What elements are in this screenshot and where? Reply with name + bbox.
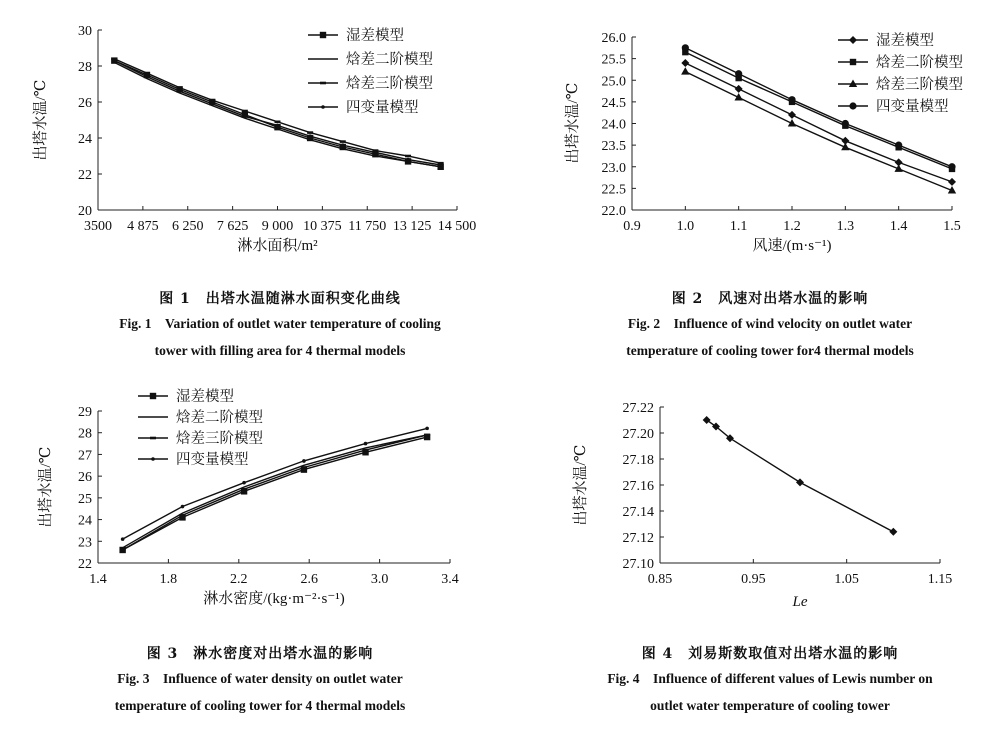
chart-1-ytick-label: 30 [78, 24, 92, 39]
chart-3-xtick-label: 3.4 [441, 572, 459, 587]
chart-2-y-axis-label: 出塔水温/℃ [565, 82, 581, 164]
chart-1-x-axis-label: 淋水面积/m² [237, 238, 318, 254]
chart-1-xtick-label: 3500 [84, 219, 112, 234]
chart-1-series-4-point [439, 163, 443, 167]
chart-1-series-3-point [209, 99, 215, 102]
chart-3-series-3-point [363, 449, 369, 452]
chart-2-xtick-label: 1.1 [729, 219, 748, 234]
chart-2-ytick-label: 25.5 [601, 52, 626, 68]
chart-1-series-3-point [177, 86, 183, 89]
chart-3-legend-label: 焓差二阶模型 [176, 410, 263, 426]
chart-3-series-1 [119, 434, 430, 553]
chart-3-x-axis-label: 淋水密度/(kg·m⁻²·s⁻¹) [203, 591, 345, 607]
caption-fig2-en-line1: Fig. 2 Influence of wind velocity on outlet water [627, 316, 913, 331]
chart-4-series-1-line [707, 420, 894, 532]
caption-fig1 [60, 288, 500, 366]
chart-1-legend-marker [320, 82, 326, 85]
chart-3-xtick-label: 3.0 [370, 572, 389, 587]
chart-2-xtick-label: 1.3 [836, 219, 855, 234]
chart-2-series-4-point [735, 70, 742, 77]
chart-2-x-axis-label: 风速/(m·s⁻¹) [752, 238, 832, 254]
caption-fig4-en-line2: outlet water temperature of cooling tower [650, 698, 890, 713]
chart-3-xtick-label: 2.2 [230, 572, 248, 587]
chart-3-ytick-label: 25 [78, 491, 92, 507]
caption-fig1-en-line2: tower with filling area for 4 thermal models [154, 343, 406, 358]
chart-2-series-4-point [682, 44, 689, 51]
chart-4-y-axis-label: 出塔水温/℃ [573, 444, 589, 526]
chart-2-legend-marker [850, 59, 856, 65]
chart-1-legend-marker [320, 32, 326, 38]
chart-2-series-4-point [842, 120, 849, 127]
chart-3-series-3-point [301, 466, 307, 469]
chart-2-ytick-label: 25.0 [601, 74, 626, 90]
chart-4-ytick-label: 27.10 [622, 557, 654, 572]
chart-2-legend-label: 焓差三阶模型 [876, 77, 963, 93]
chart-3-ytick-label: 27 [78, 448, 92, 464]
chart-1-series-4-point [341, 143, 345, 147]
chart-3-legend-marker [150, 437, 156, 440]
chart-3-series-3-point [424, 434, 430, 437]
chart-3-series-4-point [364, 442, 368, 446]
chart-3-legend-label: 四变量模型 [176, 452, 249, 468]
caption-fig3-en-line1: Fig. 3 Influence of water density on outlet water [117, 671, 403, 686]
chart-1-ytick-label: 28 [78, 60, 92, 75]
chart-2-ytick-label: 23.0 [601, 160, 626, 176]
chart-3-ytick-label: 28 [78, 426, 92, 442]
chart-3-series-1-line [123, 437, 428, 550]
chart-4-ytick-label: 27.12 [622, 531, 654, 546]
caption-fig1-en-line1: Fig. 1 Variation of outlet water temperature of cooling [119, 316, 441, 331]
chart-2-legend-marker [849, 102, 856, 109]
chart-1-series-3-point [307, 131, 313, 134]
chart-1-ytick-label: 24 [78, 132, 92, 147]
chart-4-x-axis-label: Le [792, 594, 808, 610]
chart-1 [31, 24, 476, 254]
chart-2-series-3-point [681, 67, 689, 75]
chart-2-xtick-label: 1.5 [943, 219, 961, 234]
chart-3-legend-label: 湿差模型 [176, 389, 234, 405]
chart-1-ytick-label: 26 [78, 96, 92, 111]
chart-2-series-4-point [948, 163, 955, 170]
chart-4-xtick-label: 1.05 [834, 572, 859, 587]
chart-2-ytick-label: 23.5 [601, 139, 626, 155]
chart-3-ytick-label: 22 [78, 557, 92, 572]
chart-1-series-3-point [242, 110, 248, 113]
chart-2-series-1-point [735, 85, 743, 93]
caption-fig3-cn: 图 3 淋水密度对出塔水温的影响 [146, 646, 374, 662]
chart-4 [571, 401, 952, 610]
chart-1-legend-label: 焓差三阶模型 [346, 76, 433, 92]
chart-1-xtick-label: 4 875 [127, 219, 159, 234]
chart-3-ytick-label: 23 [78, 535, 92, 551]
chart-2-xtick-label: 1.0 [676, 219, 695, 234]
chart-3-series-4-point [242, 481, 246, 485]
chart-1-ytick-label: 22 [78, 168, 92, 183]
chart-4-ytick-label: 27.22 [622, 401, 654, 416]
chart-1-xtick-label: 14 500 [437, 219, 477, 234]
chart-1-legend-label: 湿差模型 [346, 28, 404, 44]
chart-2-legend-label: 湿差模型 [876, 33, 934, 49]
chart-1-series-3-point [340, 140, 346, 143]
chart-4-ytick-label: 27.16 [622, 479, 654, 494]
chart-4-xtick-label: 0.85 [647, 572, 673, 587]
chart-3-series-3 [120, 434, 430, 552]
chart-1-xtick-label: 13 125 [392, 219, 432, 234]
chart-3-series-4-point [181, 505, 185, 509]
chart-2-xtick-label: 1.4 [889, 219, 908, 234]
chart-2-ytick-label: 22.5 [601, 182, 626, 198]
caption-fig4-cn: 图 4 刘易斯数取值对出塔水温的影响 [641, 646, 899, 662]
chart-1-series-3-point [144, 72, 150, 75]
caption-fig3-en-line2: temperature of cooling tower for 4 thermal models [114, 698, 406, 713]
chart-3 [36, 387, 459, 607]
chart-1-y-axis-label: 出塔水温/℃ [33, 79, 49, 161]
chart-1-legend-label: 焓差二阶模型 [346, 52, 433, 68]
chart-1-series-4-point [243, 115, 247, 119]
chart-2-series-4-point [895, 142, 902, 149]
chart-2-ytick-label: 26.0 [601, 31, 626, 46]
chart-3-ytick-label: 26 [78, 470, 92, 486]
caption-fig4-en-line1: Fig. 4 Influence of different values of Lewis number on [607, 671, 933, 686]
chart-3-ytick-label: 29 [78, 405, 92, 420]
chart-2-ytick-label: 22.0 [601, 204, 626, 219]
chart-3-xtick-label: 2.6 [300, 572, 318, 587]
chart-1-legend-marker [321, 105, 325, 109]
chart-4-ytick-label: 27.20 [622, 427, 654, 442]
caption-fig4 [535, 643, 1005, 721]
chart-3-xtick-label: 1.4 [89, 572, 107, 587]
chart-1-series-4-point [406, 158, 410, 162]
chart-2-legend-marker [849, 36, 857, 44]
chart-2-xtick-label: 0.9 [623, 219, 641, 234]
chart-3-legend-label: 焓差三阶模型 [176, 431, 263, 447]
chart-2-ytick-label: 24.0 [601, 117, 626, 133]
chart-4-series-1 [703, 416, 898, 536]
chart-1-series-3-point [405, 155, 411, 158]
chart-3-series-3-point [179, 514, 185, 517]
chart-2-series-1-point [681, 59, 689, 67]
chart-4-ytick-label: 27.14 [622, 505, 654, 520]
chart-1-xtick-label: 9 000 [261, 219, 294, 234]
chart-3-y-axis-label: 出塔水温/℃ [38, 446, 54, 528]
chart-1-legend-label: 四变量模型 [346, 100, 419, 116]
caption-fig3 [40, 643, 480, 721]
chart-3-series-2 [123, 435, 428, 548]
chart-3-legend-marker [150, 393, 156, 399]
chart-3-series-4-point [425, 427, 429, 431]
chart-4-series-1-point [796, 478, 804, 486]
chart-3-series-4-point [121, 537, 125, 541]
chart-2-series-4-point [788, 96, 795, 103]
chart-3-legend-marker [151, 457, 155, 461]
chart-2-legend-label: 焓差二阶模型 [876, 55, 963, 71]
chart-2-ytick-label: 24.5 [601, 95, 626, 111]
chart-1-series-4-point [276, 124, 280, 128]
chart-1-xtick-label: 6 250 [172, 219, 204, 234]
chart-2-legend-marker [849, 80, 857, 88]
chart-4-ytick-label: 27.18 [622, 453, 654, 468]
chart-1-ytick-label: 20 [78, 204, 92, 219]
chart-3-series-3-point [120, 549, 126, 552]
chart-2-series-1-point [948, 178, 956, 186]
chart-1-series-4-point [374, 151, 378, 155]
chart-1-series-3-point [275, 121, 281, 124]
chart-3-series-4-point [302, 459, 306, 463]
chart-4-series-1-point [889, 528, 897, 536]
chart-2-legend-label: 四变量模型 [876, 99, 949, 115]
chart-3-series-3-line [123, 435, 428, 550]
chart-1-series-4-point [113, 59, 117, 63]
chart-2-series-1-point [788, 111, 796, 119]
chart-1-series-4-point [178, 89, 182, 93]
chart-4-series-1-point [703, 416, 711, 424]
chart-1-xtick-label: 10 375 [303, 219, 342, 234]
chart-4-xtick-label: 0.95 [741, 572, 766, 587]
chart-1-series-4-point [145, 75, 149, 79]
chart-3-series-3-point [241, 488, 247, 491]
chart-3-series-2-line [123, 435, 428, 548]
caption-fig2 [545, 288, 995, 366]
chart-1-xtick-label: 11 750 [348, 219, 387, 234]
chart-2 [563, 31, 963, 254]
caption-fig2-en-line2: temperature of cooling tower for4 thermal models [626, 343, 914, 358]
chart-4-xtick-label: 1.15 [927, 572, 953, 587]
chart-3-xtick-label: 1.8 [159, 572, 178, 587]
chart-1-xtick-label: 7 625 [216, 219, 249, 234]
chart-1-series-4-point [308, 134, 312, 138]
caption-fig1-cn: 图 1 出塔水温随淋水面积变化曲线 [159, 291, 401, 307]
chart-2-xtick-label: 1.2 [783, 219, 801, 234]
caption-fig2-cn: 图 2 风速对出塔水温的影响 [671, 291, 869, 307]
chart-1-series-4-point [210, 102, 214, 106]
chart-3-ytick-label: 24 [78, 513, 92, 529]
